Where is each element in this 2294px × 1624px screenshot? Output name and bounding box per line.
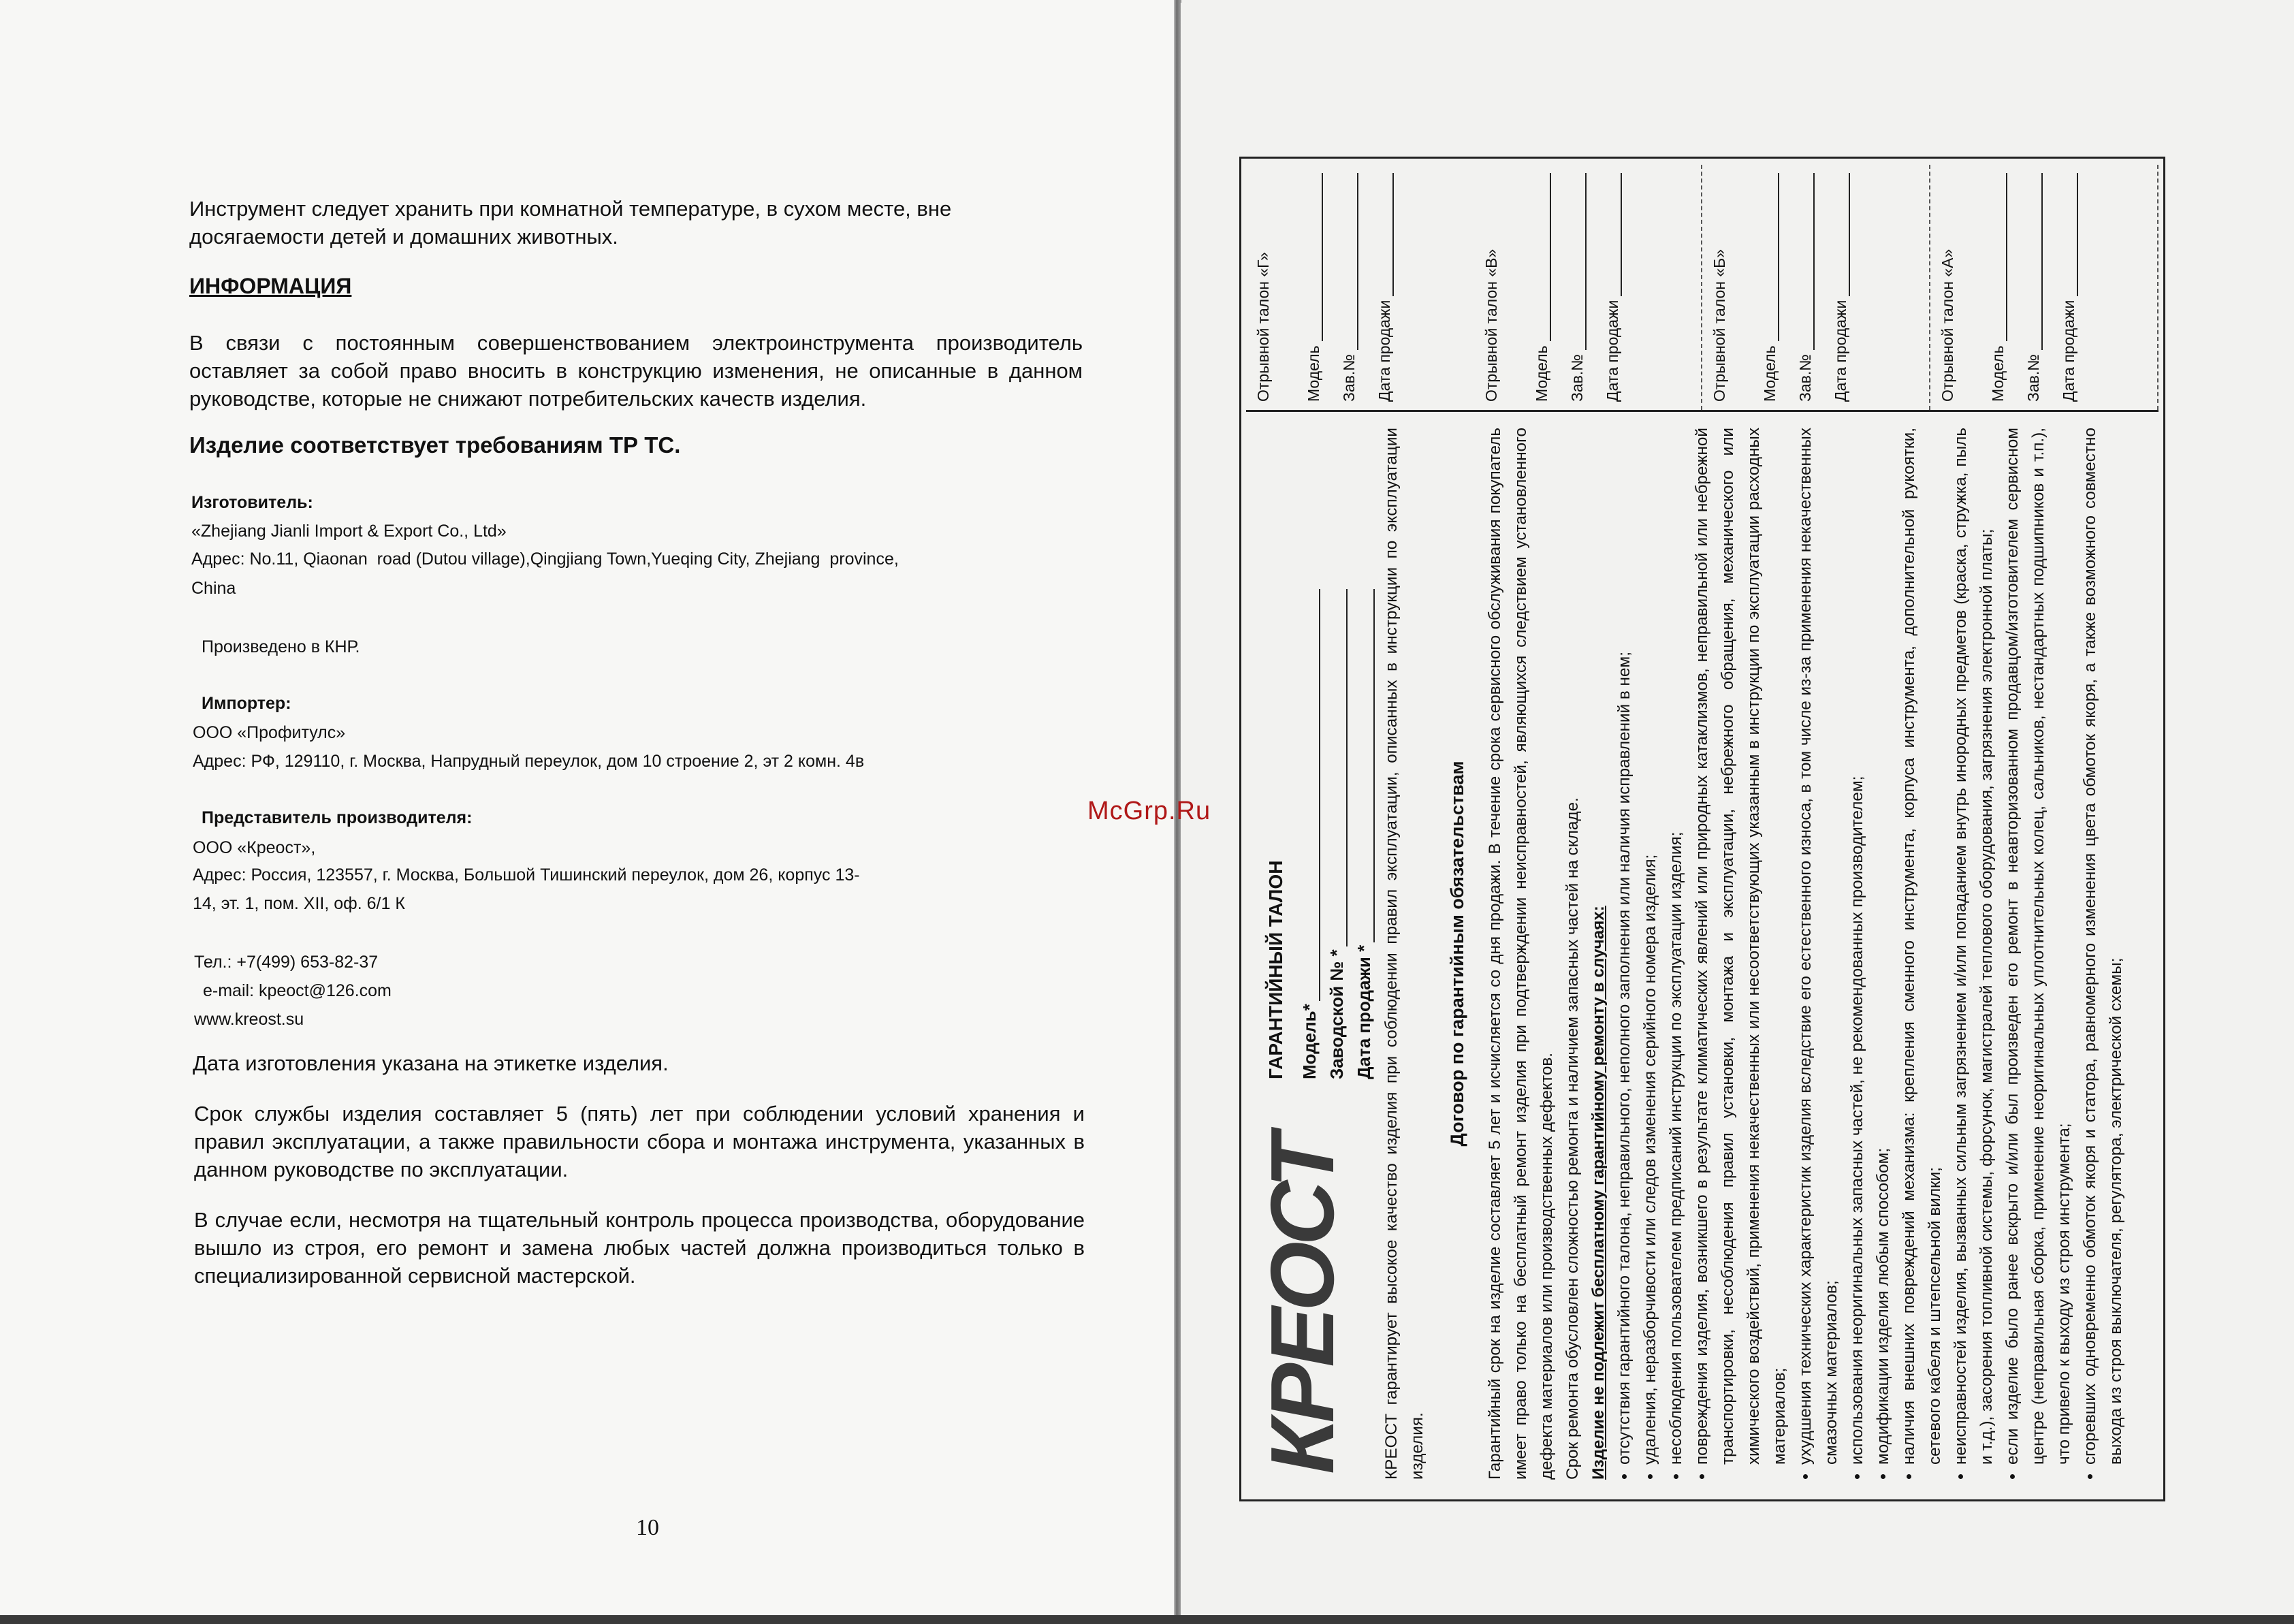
watermark: McGrp.Ru: [1087, 797, 1211, 825]
stub-date-label: Дата продажи: [1832, 300, 1849, 402]
field-serial: [1326, 589, 1348, 1079]
list-item: • отсутствия гарантийного талона, неправильного, неполного заполнения или наличия исправлений в нем;: [1612, 428, 1638, 1465]
bottom-edge: [0, 1615, 2294, 1624]
stub-line: [1987, 173, 2007, 341]
list-item: • неисправностей изделия, вызванных сильным загрязнением и/или попаданием внутрь инородных предметов (краска, стружка, пыль и т.д.), засорения топливной системы, форсунок, магистралей теплового оборудования, загрязнения электронной платы;: [1948, 428, 2000, 1465]
manufacture-date-note: Дата изготовления указана на этикетке изделия.: [193, 1051, 669, 1075]
list-item: • использования неоригинальных запасных частей, не рекомендованных производителем;: [1845, 428, 1870, 1465]
stub-serial-label: Зав.№: [1796, 354, 1814, 402]
manufacturer-name: «Zhejiang Jianli Import & Export Co., Ltd»: [191, 522, 507, 541]
stub-line: [1759, 173, 1779, 341]
list-item: • сгоревших одновременно обмоток якоря и статора, равномерного изменения цвета обмоток якоря, а также возможного совместно выхода из строя выключателя, регулятора, электрической схемы;: [2077, 428, 2129, 1465]
representative-name: ООО «Креост»,: [193, 838, 316, 857]
stub-line: [2058, 173, 2078, 296]
service-life: Срок службы изделия составляет 5 (пять) лет при соблюдении условий хранения и правил эксплуатации, а также правильности сбора и монтажа инструмента, указанных в данном руководстве по эксплуатации.: [194, 1102, 1085, 1181]
stub-title: Отрывной талон «Б»: [1710, 249, 1728, 402]
stub-serial-row: [1323, 173, 1358, 402]
stub-date-row: [1587, 173, 1622, 402]
stub-model-label: Модель: [1533, 345, 1550, 402]
field-serial-line: [1330, 589, 1348, 946]
field-model-line: [1303, 589, 1320, 1001]
representative-label: Представитель производителя:: [202, 808, 473, 827]
storage-text: Инструмент следует хранить при комнатной температуре, в сухом месте, вне досягаемости детей и домашних животных.: [189, 197, 952, 249]
stub-line: [1566, 173, 1587, 350]
stub-serial-row: [2007, 173, 2043, 402]
warranty-body: [1379, 428, 2129, 1480]
repair-term: Срок ремонта обусловлен сложностью ремонта и наличием запасных частей на складе.: [1563, 797, 1582, 1480]
list-item: • если изделие было ранее вскрыто и/или был произведен его ремонт в неавторизованном продавцом/изготовителем сервисном центре (неправильная сборка, применение неоригинальных уплотнительных колец, сальников, нестандартных подшипников и т.п.), что привело к выходу из строя инструмента;: [2000, 428, 2077, 1465]
phone: Тел.: +7(499) 653-82-37: [194, 953, 379, 972]
stub-b: [1702, 165, 1930, 410]
stub-date-row: [1358, 173, 1394, 402]
stub-date-label: Дата продажи: [1604, 300, 1621, 402]
field-model: [1299, 589, 1320, 1079]
stub-model-row: [1288, 173, 1323, 402]
list-item: • несоблюдения пользователем предписаний инструкции по эксплуатации изделия;: [1663, 428, 1689, 1465]
manufacturer-label: Изготовитель:: [191, 493, 313, 512]
representative-address-1: Адрес: Россия, 123557, г. Москва, Большой Тишинский переулок, дом 26, корпус 13-: [193, 865, 860, 885]
stub-title: Отрывной талон «Г»: [1254, 252, 1272, 402]
logo-text: КРЕОСТ: [1252, 1137, 1352, 1474]
stub-title: Отрывной талон «В»: [1482, 249, 1500, 402]
tr-ts-statement: Изделие соответствует требованиям ТР ТС.: [189, 432, 681, 458]
stub-line: [2022, 173, 2043, 350]
list-item: • ухудшения технических характеристик изделия вследствие его естественного износа, в том числе из-за применения некачественных смазочных материалов;: [1793, 428, 1845, 1465]
warranty-intro: КРЕОСТ гарантирует высокое качество изделия при соблюдении правил эксплуатации, описанных в инструкции по эксплуатации изделия.: [1382, 428, 1427, 1480]
stub-a: [1930, 165, 2158, 410]
importer-address: Адрес: РФ, 129110, г. Москва, Напрудный переулок, дом 10 строение 2, эт 2 комн. 4в: [193, 752, 865, 771]
list-item: • наличия внешних повреждений механизма: крепления сменного инструмента, корпуса инструмента, дополнительной рукоятки, сетевого кабеля и штепсельной вилки;: [1896, 428, 1948, 1465]
manufacturer-address: Адрес: No.11, Qiaonan road (Dutou village),Qingjiang Town,Yueqing City, Zhejiang province,: [191, 550, 899, 569]
not-covered-heading: Изделие не подлежит бесплатному гарантийному ремонту в случаях:: [1589, 906, 1608, 1480]
stub-date-row: [2043, 173, 2078, 402]
info-heading: ИНФОРМАЦИЯ: [189, 274, 352, 298]
list-item: • повреждения изделия, возникшего в результате климатических явлений или природных катаклизмов, неправильной или небрежной транспортировки, несоблюдения правил установки, монтажа и эксплуатации, небрежного обращения, механического или химического воздействий, применения некачественных или несоответствующих указанным в инструкции по эксплуатации расходных материалов;: [1689, 428, 1793, 1465]
repair-note: В случае если, несмотря на тщательный контроль процесса производства, оборудование вышло из строя, его ремонт и замена любых частей должна производиться только в специализированной сервисной мастерской.: [194, 1208, 1085, 1288]
manufacturer-country: China: [191, 579, 236, 598]
warranty-terms: Гарантийный срок на изделие составляет 5 лет и исчисляется со дня продажи. В течение срока сервисного обслуживания покупатель имеет право только на бесплатный ремонт изделия при подтверждении неисправностей, являющихся следствием установленного дефекта материалов или производственных дефектов.: [1486, 428, 1556, 1480]
info-paragraph: В связи с постоянным совершенствованием электроинструмента производитель оставляет за собой право вносить в конструкцию изменения, не описанные в данном руководстве, которые не снижают потребительских качеств изделия.: [189, 331, 1083, 411]
stub-model-label: Модель: [1305, 345, 1322, 402]
stub-g: [1246, 165, 1474, 410]
stub-model-label: Модель: [1761, 345, 1779, 402]
stub-line: [1830, 173, 1850, 296]
website: www.kreost.su: [194, 1010, 304, 1029]
stub-serial-label: Зав.№: [2024, 354, 2042, 402]
warranty-card: [1246, 167, 2158, 1495]
email: e-mail: kpeoct@126.com: [203, 981, 392, 1000]
stub-v: [1474, 165, 1702, 410]
field-sale-date-label: Дата продажи *: [1354, 944, 1374, 1079]
stub-model-label: Модель: [1989, 345, 2007, 402]
stub-date-label: Дата продажи: [2060, 300, 2077, 402]
stub-model-row: [1972, 173, 2007, 402]
field-serial-label: Заводской № *: [1326, 949, 1347, 1079]
stub-title: Отрывной талон «А»: [1939, 249, 1956, 402]
stub-line: [1531, 173, 1551, 341]
stub-model-row: [1516, 173, 1551, 402]
not-covered-list: [1612, 428, 2129, 1480]
kreost-logo: [1252, 1098, 1352, 1480]
tear-off-stubs: [1246, 165, 2158, 412]
stub-line: [1602, 173, 1622, 296]
importer-name: ООО «Профитулс»: [193, 723, 346, 742]
stub-serial-row: [1779, 173, 1815, 402]
stub-serial-row: [1551, 173, 1587, 402]
field-model-label: Модель*: [1299, 1004, 1320, 1079]
importer-label: Импортер:: [202, 694, 291, 713]
warranty-title: ГАРАНТИЙНЫЙ ТАЛОН: [1265, 860, 1286, 1079]
list-item: • удаления, неразборчивости или следов изменения серийного номера изделия;: [1638, 428, 1663, 1465]
representative-address-2: 14, эт. 1, пом. XII, оф. 6/1 К: [193, 894, 405, 913]
stub-model-row: [1744, 173, 1779, 402]
stub-serial-label: Зав.№: [1340, 354, 1358, 402]
page-number: 10: [636, 1515, 659, 1540]
list-item: • модификации изделия любым способом;: [1870, 428, 1896, 1465]
made-in: Произведено в КНР.: [202, 637, 360, 656]
stub-line: [1794, 173, 1815, 350]
stub-date-row: [1815, 173, 1850, 402]
field-sale-date: [1354, 589, 1375, 1079]
stub-date-label: Дата продажи: [1375, 300, 1393, 402]
field-sale-date-line: [1357, 589, 1375, 942]
stub-line: [1373, 173, 1394, 296]
stub-serial-label: Зав.№: [1568, 354, 1586, 402]
stub-line: [1338, 173, 1358, 350]
warranty-main: [1246, 415, 2158, 1495]
stub-line: [1303, 173, 1323, 341]
contract-heading: Договор по гарантийным обязательствам: [1447, 761, 1467, 1147]
